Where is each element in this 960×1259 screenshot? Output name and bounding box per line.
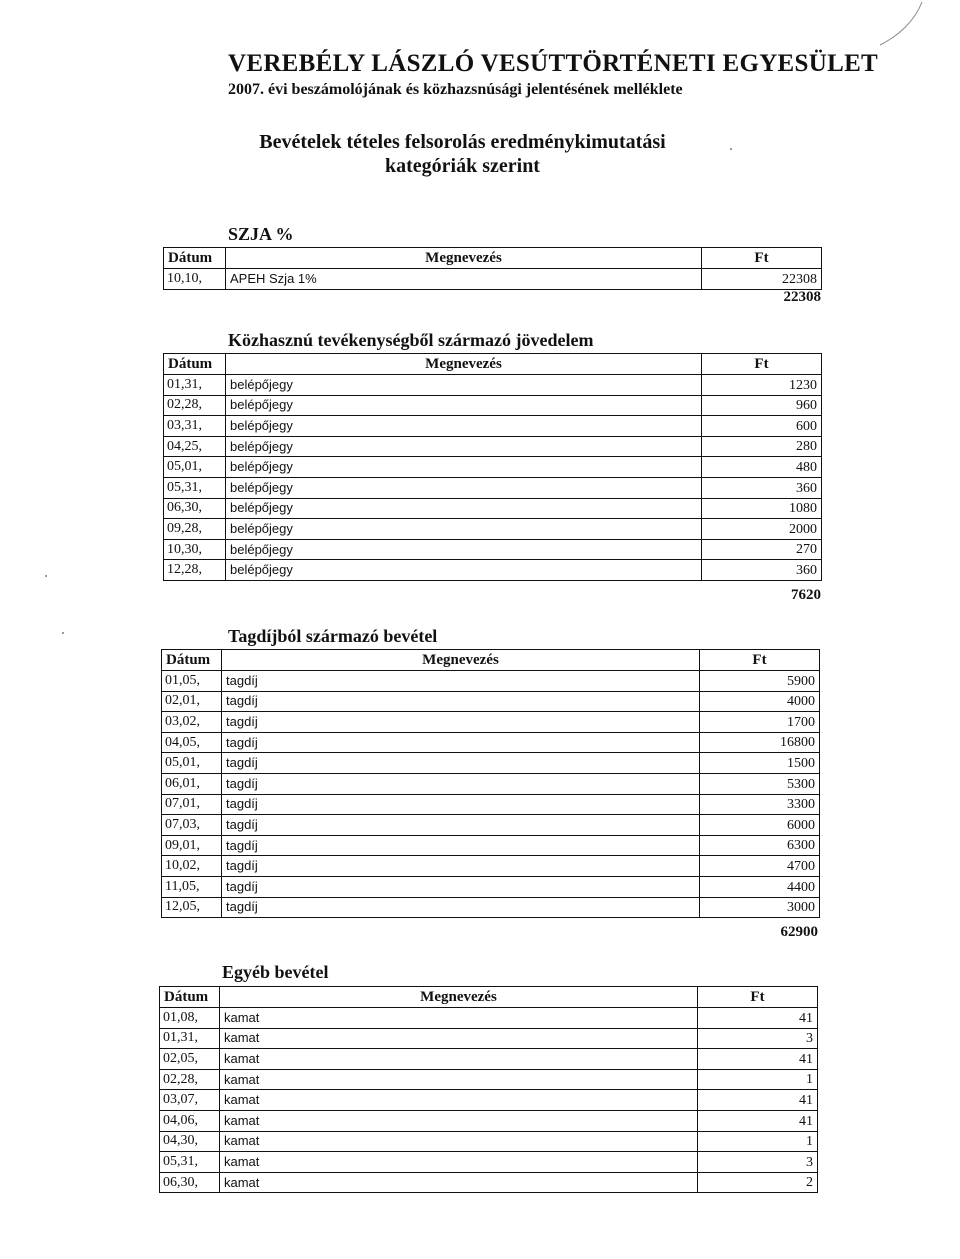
row-amount: 5900 — [700, 671, 820, 692]
table-row — [162, 794, 820, 815]
table-row — [160, 1049, 818, 1070]
row-amount: 1500 — [700, 753, 820, 774]
row-date: 02,05, — [160, 1049, 220, 1070]
column-header-ft: Ft — [702, 248, 822, 269]
row-amount: 41 — [698, 1090, 818, 1111]
row-description: tagdíj — [222, 897, 700, 918]
table-row — [162, 671, 820, 692]
row-description: belépőjegy — [226, 436, 702, 457]
table-public-benefit — [163, 353, 822, 581]
scan-speck — [730, 148, 732, 150]
row-description: belépőjegy — [226, 477, 702, 498]
row-description: belépőjegy — [226, 457, 702, 478]
row-date: 04,06, — [160, 1110, 220, 1131]
row-date: 06,01, — [162, 773, 222, 794]
row-description: tagdíj — [222, 876, 700, 897]
table-row — [162, 876, 820, 897]
row-date: 10,10, — [164, 269, 226, 290]
row-description: kamat — [220, 1152, 698, 1173]
row-date: 05,31, — [160, 1152, 220, 1173]
table-row — [164, 457, 822, 478]
row-amount: 280 — [702, 436, 822, 457]
row-date: 03,02, — [162, 712, 222, 733]
column-header-date: Dátum — [164, 354, 226, 375]
row-amount: 3300 — [700, 794, 820, 815]
row-amount: 3000 — [700, 897, 820, 918]
row-description: kamat — [220, 1028, 698, 1049]
table-row — [164, 539, 822, 560]
row-amount: 360 — [702, 477, 822, 498]
table-header-row — [164, 354, 822, 375]
row-description: kamat — [220, 1110, 698, 1131]
table-row — [162, 773, 820, 794]
table-row — [164, 477, 822, 498]
column-header-ft: Ft — [698, 987, 818, 1008]
row-description: kamat — [220, 1131, 698, 1152]
row-amount: 3 — [698, 1028, 818, 1049]
table-row — [160, 1028, 818, 1049]
table-szja — [163, 247, 822, 290]
table-row — [162, 712, 820, 733]
table-row — [164, 560, 822, 581]
column-header-name: Megnevezés — [220, 987, 698, 1008]
table-row — [162, 691, 820, 712]
document-subtitle: 2007. évi beszámolójának és közhazsnúsági jelentésének melléklete — [228, 81, 683, 98]
row-date: 04,30, — [160, 1131, 220, 1152]
row-description: tagdíj — [222, 815, 700, 836]
table-row — [160, 1110, 818, 1131]
section-heading-membership: Tagdíjból származó bevétel — [228, 626, 438, 646]
row-amount: 2 — [698, 1172, 818, 1193]
table-row — [162, 815, 820, 836]
row-date: 02,28, — [160, 1069, 220, 1090]
row-description: kamat — [220, 1090, 698, 1111]
row-date: 06,30, — [160, 1172, 220, 1193]
row-amount: 41 — [698, 1049, 818, 1070]
table-membership — [161, 649, 820, 918]
table-other — [159, 986, 818, 1193]
row-amount: 360 — [702, 560, 822, 581]
section-total-membership: 62900 — [780, 924, 818, 940]
table-row — [164, 395, 822, 416]
row-amount: 6000 — [700, 815, 820, 836]
scan-speck — [45, 575, 47, 577]
row-amount: 1700 — [700, 712, 820, 733]
row-date: 02,28, — [164, 395, 226, 416]
row-description: belépőjegy — [226, 416, 702, 437]
column-header-date: Dátum — [164, 248, 226, 269]
column-header-ft: Ft — [702, 354, 822, 375]
row-amount: 41 — [698, 1110, 818, 1131]
row-date: 01,31, — [164, 375, 226, 396]
row-date: 01,31, — [160, 1028, 220, 1049]
row-date: 04,25, — [164, 436, 226, 457]
organization-name: VEREBÉLY LÁSZLÓ VESÚTTÖRTÉNETI EGYESÜLET — [228, 50, 879, 77]
row-date: 07,01, — [162, 794, 222, 815]
row-description: kamat — [220, 1069, 698, 1090]
row-amount: 480 — [702, 457, 822, 478]
row-date: 12,05, — [162, 897, 222, 918]
column-header-name: Megnevezés — [222, 650, 700, 671]
row-date: 01,05, — [162, 671, 222, 692]
table-row — [162, 835, 820, 856]
row-description: belépőjegy — [226, 498, 702, 519]
row-date: 12,28, — [164, 560, 226, 581]
row-amount: 4000 — [700, 691, 820, 712]
row-date: 05,01, — [162, 753, 222, 774]
row-date: 06,30, — [164, 498, 226, 519]
section-total-public-benefit: 7620 — [791, 587, 821, 603]
table-header-row — [162, 650, 820, 671]
table-row — [160, 1172, 818, 1193]
row-amount: 1230 — [702, 375, 822, 396]
row-date: 10,02, — [162, 856, 222, 877]
row-amount: 270 — [702, 539, 822, 560]
row-amount: 6300 — [700, 835, 820, 856]
row-amount: 4700 — [700, 856, 820, 877]
row-description: belépőjegy — [226, 539, 702, 560]
table-row — [160, 1069, 818, 1090]
table-row — [164, 375, 822, 396]
scan-speck — [62, 632, 64, 634]
row-amount: 1 — [698, 1131, 818, 1152]
row-description: kamat — [220, 1049, 698, 1070]
row-date: 04,05, — [162, 732, 222, 753]
column-header-ft: Ft — [700, 650, 820, 671]
row-description: kamat — [220, 1172, 698, 1193]
row-description: belépőjegy — [226, 375, 702, 396]
table-row — [164, 269, 822, 290]
section-heading-public-benefit: Közhasznú tevékenységből származó jövedelem — [228, 330, 594, 350]
row-description: APEH Szja 1% — [226, 269, 702, 290]
row-date: 07,03, — [162, 815, 222, 836]
row-date: 09,01, — [162, 835, 222, 856]
table-row — [164, 436, 822, 457]
table-header-row — [160, 987, 818, 1008]
row-amount: 4400 — [700, 876, 820, 897]
row-date: 03,31, — [164, 416, 226, 437]
row-amount: 1080 — [702, 498, 822, 519]
table-row — [164, 416, 822, 437]
table-row — [164, 498, 822, 519]
document-title-line1: Bevételek tételes felsorolás eredménykimutatási — [259, 131, 666, 153]
section-heading-szja: SZJA % — [228, 224, 294, 244]
row-description: tagdíj — [222, 753, 700, 774]
table-row — [162, 897, 820, 918]
table-row — [162, 732, 820, 753]
document-title-line2: kategóriák szerint — [385, 155, 540, 177]
row-description: tagdíj — [222, 773, 700, 794]
table-row — [160, 1131, 818, 1152]
row-date: 02,01, — [162, 691, 222, 712]
row-amount: 22308 — [702, 269, 822, 290]
table-header-row — [164, 248, 822, 269]
row-date: 05,31, — [164, 477, 226, 498]
table-row — [160, 1090, 818, 1111]
row-date: 09,28, — [164, 519, 226, 540]
row-date: 01,08, — [160, 1008, 220, 1029]
row-date: 11,05, — [162, 876, 222, 897]
row-date: 03,07, — [160, 1090, 220, 1111]
row-description: belépőjegy — [226, 560, 702, 581]
row-amount: 41 — [698, 1008, 818, 1029]
table-row — [164, 519, 822, 540]
table-row — [160, 1152, 818, 1173]
row-description: tagdíj — [222, 732, 700, 753]
row-date: 05,01, — [164, 457, 226, 478]
column-header-date: Dátum — [162, 650, 222, 671]
row-description: tagdíj — [222, 712, 700, 733]
row-amount: 600 — [702, 416, 822, 437]
row-amount: 3 — [698, 1152, 818, 1173]
column-header-name: Megnevezés — [226, 248, 702, 269]
table-row — [162, 753, 820, 774]
row-description: tagdíj — [222, 794, 700, 815]
row-date: 10,30, — [164, 539, 226, 560]
row-amount: 2000 — [702, 519, 822, 540]
row-description: tagdíj — [222, 671, 700, 692]
row-description: tagdíj — [222, 856, 700, 877]
row-description: belépőjegy — [226, 519, 702, 540]
row-description: tagdíj — [222, 691, 700, 712]
section-heading-other: Egyéb bevétel — [222, 962, 329, 982]
row-amount: 1 — [698, 1069, 818, 1090]
row-description: belépőjegy — [226, 395, 702, 416]
table-row — [162, 856, 820, 877]
row-description: tagdíj — [222, 835, 700, 856]
row-amount: 16800 — [700, 732, 820, 753]
table-row — [160, 1008, 818, 1029]
column-header-date: Dátum — [160, 987, 220, 1008]
row-amount: 960 — [702, 395, 822, 416]
row-description: kamat — [220, 1008, 698, 1029]
row-amount: 5300 — [700, 773, 820, 794]
section-total-szja: 22308 — [783, 289, 821, 305]
column-header-name: Megnevezés — [226, 354, 702, 375]
